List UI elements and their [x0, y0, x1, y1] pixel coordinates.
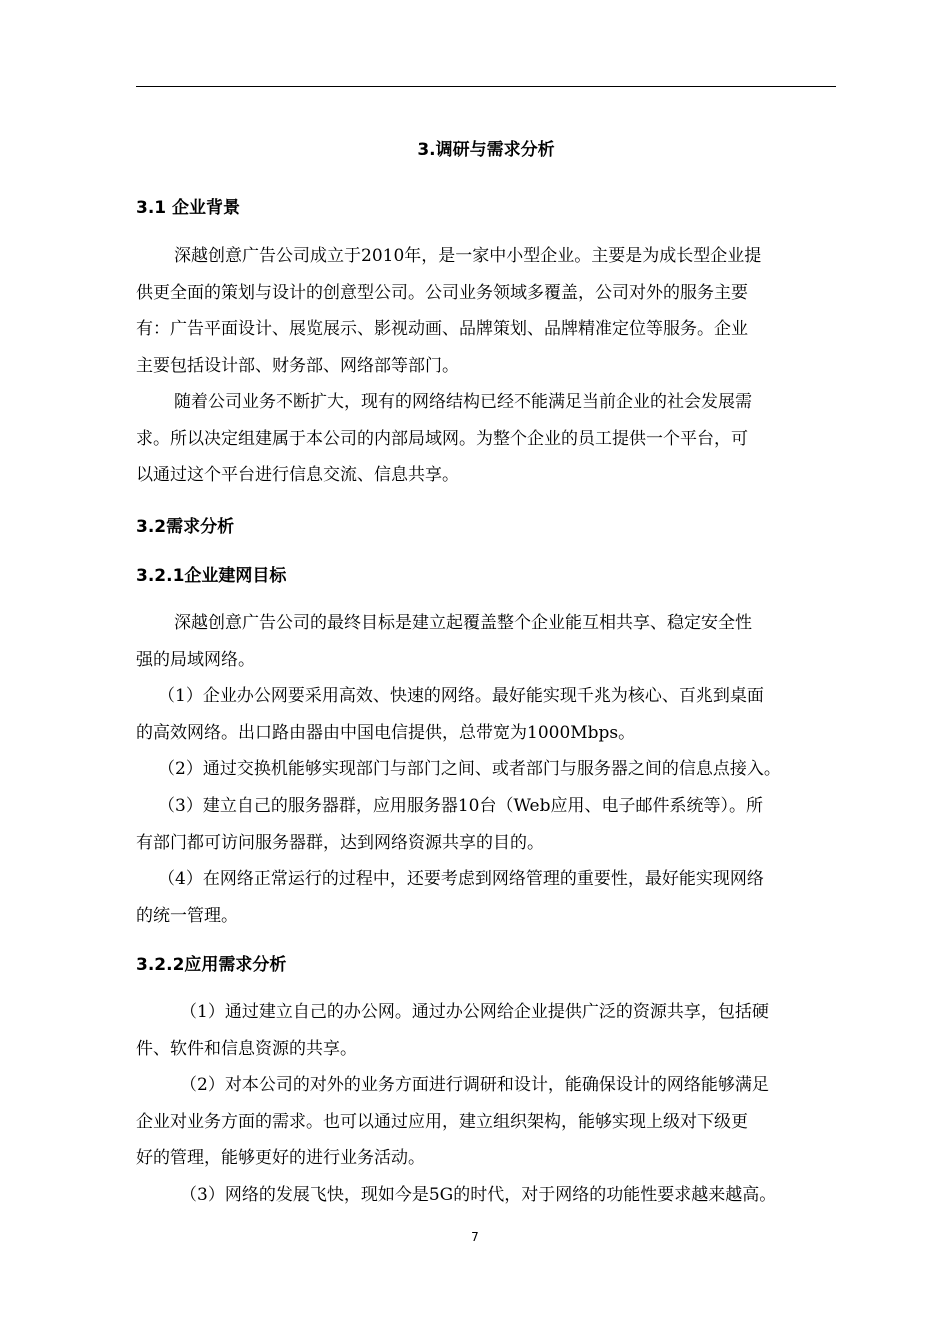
list-item-app-3: [136, 1177, 844, 1214]
text-line: 有部门都可访问服务器群，达到网络资源共享的目的。: [136, 832, 544, 853]
list-item-goal-4: [136, 861, 844, 934]
text-line: 求。所以决定组建属于本公司的内部局域网。为整个企业的员工提供一个平台，可: [136, 428, 748, 449]
section-heading-3-2-1: 3.2.1企业建网目标: [136, 566, 287, 586]
text-line: （3）网络的发展飞快，现如今是5G的时代，对于网络的功能性要求越来越高。: [180, 1185, 777, 1205]
text-line: 随着公司业务不断扩大，现有的网络结构已经不能满足当前企业的社会发展需: [174, 392, 752, 412]
text-line: 有：广告平面设计、展览展示、影视动画、品牌策划、品牌精准定位等服务。企业: [136, 319, 748, 339]
paragraph-3-1-a: [136, 238, 844, 384]
text-line: 主要包括设计部、财务部、网络部等部门。: [136, 355, 459, 376]
text-line: 强的局域网络。: [136, 649, 255, 670]
text-line: 供更全面的策划与设计的创意型公司。公司业务领域多覆盖，公司对外的服务主要: [136, 282, 748, 303]
list-item-goal-2: [136, 751, 844, 788]
section-heading-3-2-2: 3.2.2应用需求分析: [136, 955, 287, 975]
text-line: （3）建立自己的服务器群，应用服务器10台（Web应用、电子邮件系统等）。所: [158, 796, 763, 816]
text-line: 企业对业务方面的需求。也可以通过应用，建立组织架构，能够实现上级对下级更: [136, 1111, 748, 1132]
text-line: 好的管理，能够更好的进行业务活动。: [136, 1148, 425, 1168]
paragraph-3-1-b: [136, 384, 844, 494]
text-line: 深越创意广告公司的最终目标是建立起覆盖整个企业能互相共享、稳定安全性: [174, 613, 752, 633]
text-line: （2）通过交换机能够实现部门与部门之间、或者部门与服务器之间的信息点接入。: [158, 759, 781, 779]
header-rule: [136, 86, 836, 87]
chapter-title: 3.调研与需求分析: [417, 140, 555, 160]
text-line: 的高效网络。出口路由器由中国电信提供，总带宽为1000Mbps。: [136, 722, 636, 743]
page-number: 7: [471, 1230, 479, 1244]
list-item-goal-3: [136, 788, 844, 861]
text-line: （1）通过建立自己的办公网。通过办公网给企业提供广泛的资源共享，包括硬: [180, 1002, 769, 1022]
text-line: 件、软件和信息资源的共享。: [136, 1038, 357, 1059]
section-heading-3-1: 3.1 企业背景: [136, 198, 241, 218]
section-heading-3-2: 3.2需求分析: [136, 517, 235, 537]
paragraph-3-2-1-intro: [136, 605, 844, 678]
text-line: 深越创意广告公司成立于2010年，是一家中小型企业。主要是为成长型企业提: [174, 246, 762, 266]
text-line: （4）在网络正常运行的过程中，还要考虑到网络管理的重要性，最好能实现网络: [158, 869, 764, 889]
list-item-app-1: [136, 994, 844, 1067]
text-line: （2）对本公司的对外的业务方面进行调研和设计，能确保设计的网络能够满足: [180, 1075, 769, 1095]
list-item-app-2: [136, 1067, 844, 1177]
list-item-goal-1: [136, 678, 844, 751]
text-line: 以通过这个平台进行信息交流、信息共享。: [136, 465, 459, 485]
text-line: 的统一管理。: [136, 905, 238, 926]
text-line: （1）企业办公网要采用高效、快速的网络。最好能实现千兆为核心、百兆到桌面: [158, 686, 764, 706]
